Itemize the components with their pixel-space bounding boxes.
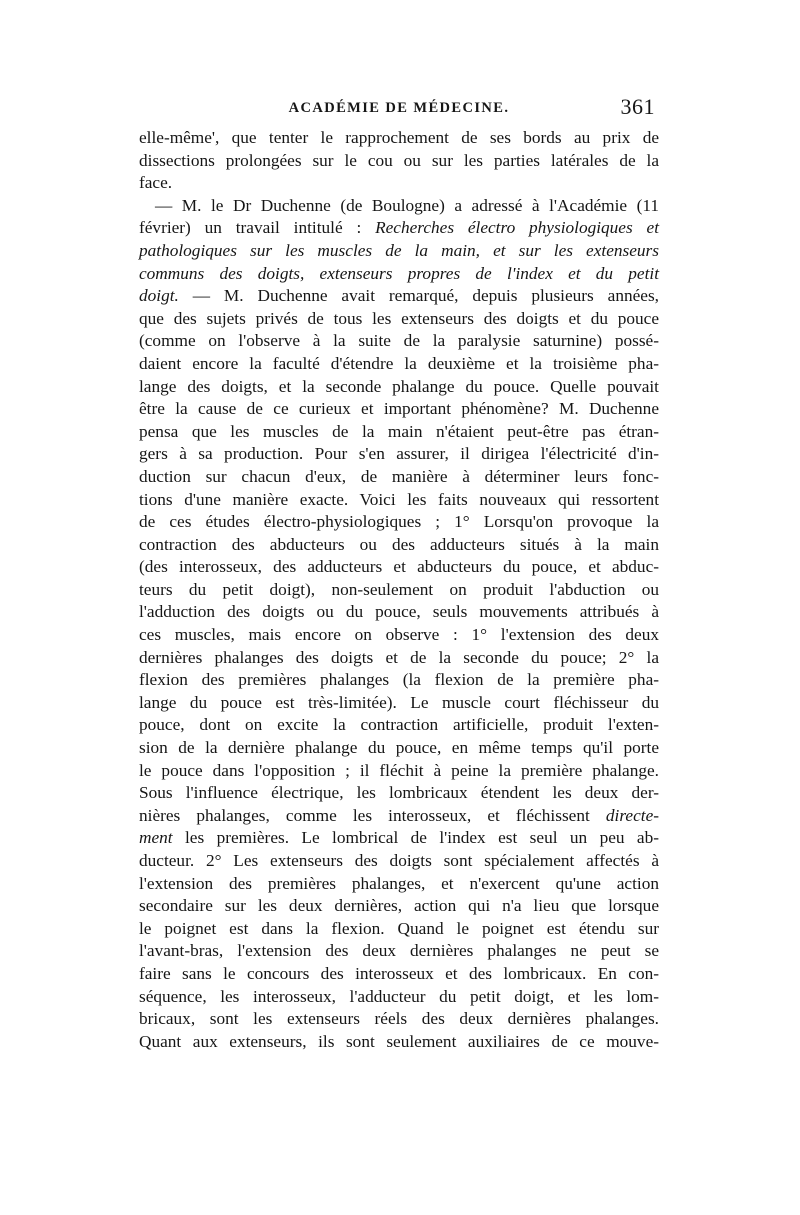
text-line	[139, 986, 659, 1009]
text-segment: (comme on l'observe à la suite de la paralysie saturnine) possé-	[139, 331, 659, 351]
italic-text: communs des doigts, extenseurs propres de l'index et du petit	[139, 263, 659, 283]
text-segment: l'avant-bras, l'extension des deux dernières phalanges ne peut se	[139, 941, 659, 961]
text-segment: pensa que les muscles de la main n'étaient peut-être pas étran-	[139, 421, 659, 441]
text-line	[139, 263, 659, 286]
text-segment: séquence, les interosseux, l'adducteur du petit doigt, et les lom-	[139, 986, 659, 1006]
text-line	[139, 805, 659, 828]
text-line	[139, 330, 659, 353]
text-line	[139, 714, 659, 737]
text-segment: contraction des abducteurs ou des adducteurs situés à la main	[139, 534, 659, 554]
text-line	[139, 195, 659, 218]
text-line	[139, 1031, 659, 1054]
text-line	[139, 850, 659, 873]
text-segment: duction sur chacun d'eux, de manière à déterminer leurs fonc-	[139, 466, 659, 486]
text-segment: tions d'une manière exacte. Voici les faits nouveaux qui ressortent	[139, 489, 659, 509]
text-segment: elle-même', que tenter le rapprochement de ses bords au prix de	[139, 128, 659, 147]
running-title: ACADÉMIE DE MÉDECINE.	[288, 100, 510, 116]
italic-text: ment	[139, 828, 173, 848]
text-segment: gers à sa production. Pour s'en assurer, il dirigea l'électricité d'in-	[139, 444, 659, 464]
text-line	[139, 353, 659, 376]
italic-text: doigt.	[139, 286, 179, 306]
text-line	[139, 150, 659, 173]
text-segment: le pouce dans l'opposition ; il fléchit à peine la première phalange.	[139, 760, 659, 780]
text-segment: pouce, dont on excite la contraction artificielle, produit l'exten-	[139, 715, 659, 735]
text-segment: l'adduction des doigts ou du pouce, seuls mouvements attribués à	[139, 602, 659, 622]
text-line	[139, 217, 659, 240]
text-segment: — M. le Dr Duchenne (de Boulogne) a adressé à l'Académie (11	[155, 195, 659, 215]
text-line	[139, 1008, 659, 1031]
text-line	[139, 918, 659, 941]
text-line	[139, 963, 659, 986]
text-segment: Sous l'influence électrique, les lombricaux étendent les deux der-	[139, 783, 659, 803]
text-line	[139, 760, 659, 783]
text-line	[139, 421, 659, 444]
text-segment: teurs du petit doigt), non-seulement on produit l'abduction ou	[139, 579, 659, 599]
text-segment: dernières phalanges des doigts et de la seconde du pouce; 2° la	[139, 647, 659, 667]
text-line	[139, 443, 659, 466]
text-segment: bricaux, sont les extenseurs réels des deux dernières phalanges.	[139, 1009, 659, 1029]
text-line	[139, 127, 659, 150]
text-line	[139, 827, 659, 850]
text-line	[139, 624, 659, 647]
text-line	[139, 172, 659, 195]
text-segment: faire sans le concours des interosseux et des lombricaux. En con-	[139, 963, 659, 983]
text-segment: le poignet est dans la flexion. Quand le poignet est étendu sur	[139, 918, 659, 938]
text-segment: être la cause de ce curieux et important phénomène? M. Duchenne	[139, 399, 659, 419]
text-line	[139, 285, 659, 308]
text-line	[139, 647, 659, 670]
text-segment: ces muscles, mais encore on observe : 1° l'extension des deux	[139, 625, 659, 645]
text-segment: secondaire sur les deux dernières, action qui n'a lieu que lorsque	[139, 896, 659, 916]
text-segment: — M. Duchenne avait remarqué, depuis plusieurs années,	[178, 286, 659, 306]
text-segment: l'extension des premières phalanges, et n'exercent qu'une action	[139, 873, 659, 893]
text-segment: de ces études électro-physiologiques ; 1° Lorsqu'on provoque la	[139, 512, 659, 532]
text-segment: face.	[139, 173, 173, 193]
text-line	[139, 940, 659, 963]
text-line	[139, 240, 659, 263]
text-segment: flexion des premières phalanges (la flexion de la première pha-	[139, 670, 659, 690]
text-line	[139, 398, 659, 421]
text-segment: daient encore la faculté d'étendre la deuxième et la troisième pha-	[139, 353, 659, 373]
text-segment: lange du pouce est très-limitée). Le muscle court fléchisseur du	[139, 692, 659, 712]
running-header	[139, 94, 659, 128]
text-line	[139, 737, 659, 760]
text-segment: février) un travail intitulé :	[139, 218, 376, 238]
text-line	[139, 466, 659, 489]
text-segment: nières phalanges, comme les interosseux, et fléchissent	[139, 805, 606, 825]
italic-text: directe-	[605, 805, 659, 825]
text-line	[139, 669, 659, 692]
text-line	[139, 511, 659, 534]
text-line	[139, 376, 659, 399]
text-line	[139, 308, 659, 331]
italic-text: Recherches électro physiologiques et	[375, 218, 659, 238]
text-line	[139, 692, 659, 715]
page-number: 361	[620, 94, 655, 119]
text-segment: ducteur. 2° Les extenseurs des doigts sont spécialement affectés à	[139, 851, 659, 870]
text-line	[139, 895, 659, 918]
text-line	[139, 556, 659, 579]
text-segment: les premières. Le lombrical de l'index est seul un peu ab-	[172, 828, 659, 848]
text-segment: que des sujets privés de tous les extenseurs des doigts et du pouce	[139, 308, 659, 328]
text-segment: sion de la dernière phalange du pouce, en même temps qu'il porte	[139, 738, 659, 758]
body-text	[139, 127, 659, 1053]
italic-text: pathologiques sur les muscles de la main, et sur les extenseurs	[139, 240, 659, 260]
text-line	[139, 579, 659, 602]
text-line	[139, 782, 659, 805]
text-segment: lange des doigts, et la seconde phalange du pouce. Quelle pouvait	[139, 376, 659, 396]
text-line	[139, 601, 659, 624]
text-segment: Quant aux extenseurs, ils sont seulement auxiliaires de ce mouve-	[139, 1031, 659, 1051]
text-line	[139, 534, 659, 557]
text-line	[139, 489, 659, 512]
text-line	[139, 873, 659, 896]
text-segment: (des interosseux, des adducteurs et abducteurs du pouce, et abduc-	[139, 557, 659, 577]
text-segment: dissections prolongées sur le cou ou sur les parties latérales de la	[139, 150, 659, 170]
